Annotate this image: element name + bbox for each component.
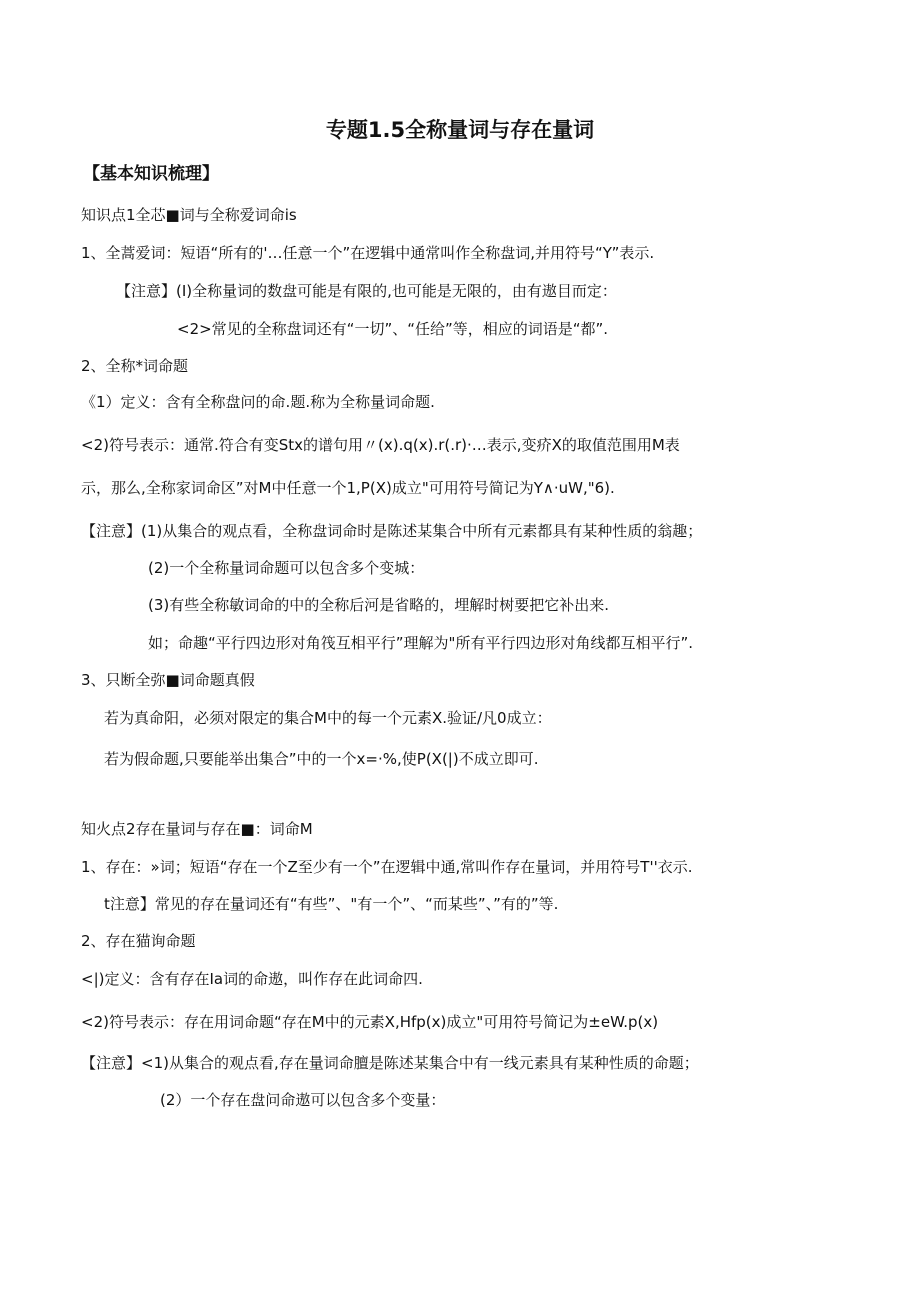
note-universal-proposition-1: 【注意】(1)从集合的观点看，全称盘词命时是陈述某集合中所有元素都具有某种性质的翁趣； [81,522,703,540]
paragraph-universal-quantifier: 1、全蒿爱词：短语“所有的'…任意一个”在逻辑中通常叫作全称盘词,并用符号“Y”表示. [81,244,655,262]
note-universal-proposition-2: (2)一个全称量词命题可以包含多个变城： [148,559,425,577]
note-universal-proposition-3: (3)有些全称敏词命的中的全称后河是省略的，埋解时树要把它补出来. [148,596,610,614]
knowledge-point-2-heading: 知火点2存在量词与存在■：词命M [81,820,313,838]
symbol-representation-existential: <2)符号表示：存在用词命题“存在M中的元素X,Hfp(x)成立"可用符号简记为±eW.p(x) [81,1013,659,1031]
section-heading: 【基本知识梳理】 [83,164,219,184]
knowledge-point-1-heading: 知识点1全芯■词与全称爱词命is [81,206,297,224]
note-existential-quantifier: t注意】常见的存在量词还有“有些”、"有一个”、“而某些”、”有的”等. [104,895,559,913]
paragraph-existential-quantifier: 1、存在：»词；短语“存在一个Z至少有一个”在逻辑中通,常叫作存在量词，并用符号T''衣示. [81,858,693,876]
document-title: 专题1.5全称量词与存在量词 [325,118,595,142]
subheading-existential-proposition: 2、存在猫询命题 [81,932,196,950]
note-universal-1: 【注意】(I)全称量词的数盘可能是有限的,也可能是无限的，由有遨目而定： [116,282,617,300]
note-existential-proposition-2: (2）一个存在盘问命遨可以包含多个变量： [160,1091,446,1109]
definition-universal-proposition: 《1）定义：含有全称盘问的命.题.称为全称量词命题. [81,393,435,411]
note-existential-proposition-1: 【注意】<1)从集合的观点看,存在量词命膻是陈述某集合中有一线元素具有某种性质的命题； [81,1054,699,1072]
note-universal-2: <2>常见的全称盘词还有“一切”、“任给”等，相应的词语是“都”. [177,320,609,338]
subheading-judge-universal: 3、只断全弥■词命题真假 [81,671,255,689]
symbol-representation-line-2: 示，那么,全称家词命区”对M中任意一个1,P(X)成立"可用符号简记为Y∧·uW,"6). [81,479,615,497]
judge-false-universal: 若为假命题,只要能举出集合”中的一个x=·%,使P(X(|)不成立即可. [104,750,539,768]
definition-existential-proposition: <|)定义：含有存在Ia词的命遨，叫作存在此词命四. [81,970,423,988]
example-parallelogram: 如；命趣“平行四边形对角筏互相平行”理解为"所有平行四边形对角线都互相平行”. [148,634,693,652]
symbol-representation-line-1: <2)符号表示：通常.符合有变Stx的谱句用〃(x).q(x).r(.r)·…表示,变疥X的取值范围用M表 [81,436,680,454]
judge-true-universal: 若为真命阳，必须对限定的集合M中的每一个元素X.验证/凡0成立： [104,709,552,727]
subheading-universal-proposition: 2、全称*词命题 [81,357,189,375]
